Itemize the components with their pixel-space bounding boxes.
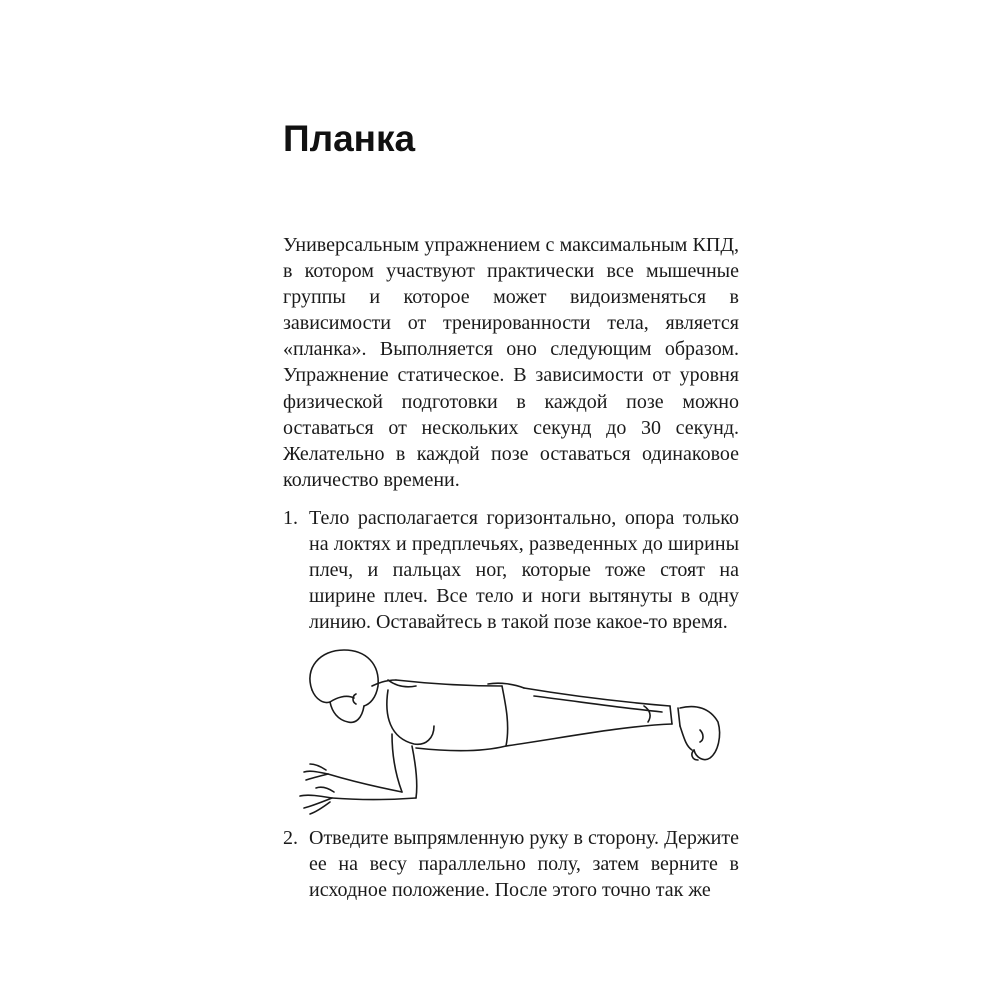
list-item-text: Тело располагается горизонтально, опора только на локтях и предплечьях, разведенных до ширины плеч, и пальцах ног, которые тоже стоят на ширине плеч. Все тело и ноги вытянуты в одну линию. Оставайтесь в такой позе какое-то время. bbox=[309, 507, 739, 634]
plank-illustration bbox=[292, 646, 732, 816]
sock-band-2 bbox=[678, 708, 680, 726]
list-item bbox=[283, 505, 739, 635]
hair-detail bbox=[312, 690, 354, 703]
foot bbox=[680, 707, 720, 760]
heel bbox=[680, 726, 692, 750]
ankle bbox=[700, 730, 703, 742]
list-item-number: 1. bbox=[283, 507, 298, 529]
knee bbox=[644, 706, 650, 722]
armhole bbox=[387, 690, 434, 744]
sock-band bbox=[670, 706, 672, 724]
hand-thumb bbox=[316, 787, 334, 792]
forearm-top bbox=[328, 774, 402, 792]
hand-upper bbox=[304, 764, 328, 780]
back-line bbox=[396, 680, 502, 686]
intro-paragraph: Универсальным упражнением с максимальным КПД, в котором участвуют практически все мышечные группы и которое может видоизменяться в зависимости от тренированности тела, является «планка». Выполняется оно следующим образом. Упражнение статическое. В зависимости от уровня физической подготовки в каждой позе можно оставаться от нескольких секунд до 30 секунд. Желательно в каждой позе оставаться одинаковое количество времени. bbox=[283, 234, 739, 491]
list-item-number: 2. bbox=[283, 827, 298, 849]
upper-arm-back bbox=[412, 746, 417, 798]
face-outline bbox=[330, 702, 364, 722]
page-title: Планка bbox=[283, 118, 416, 159]
hand-lower bbox=[300, 795, 332, 814]
upper-arm-front bbox=[392, 734, 402, 792]
belly-line bbox=[416, 746, 506, 751]
hair-outline bbox=[310, 650, 378, 706]
ear bbox=[353, 694, 356, 704]
shorts bbox=[502, 686, 508, 746]
leg-lower-line bbox=[506, 724, 672, 746]
list-item bbox=[283, 825, 739, 903]
forearm-bottom bbox=[332, 798, 416, 800]
list-item-text: Отведите выпрямленную руку в сторону. Держите ее на весу параллельно полу, затем верните в исходное положение. После этого точно так же bbox=[309, 827, 739, 902]
